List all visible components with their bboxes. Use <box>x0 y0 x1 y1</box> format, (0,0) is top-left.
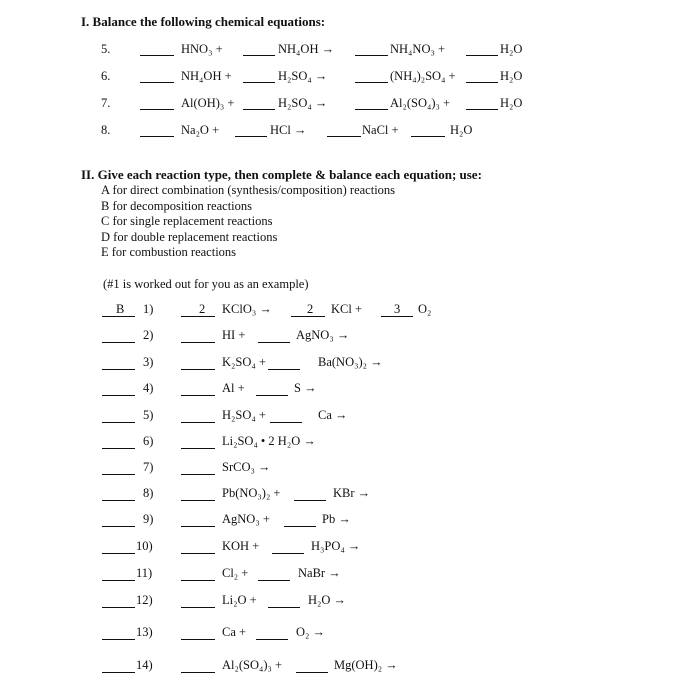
example-note: (#1 is worked out for you as an example) <box>103 277 309 291</box>
example-product1: KCl + <box>331 302 363 316</box>
coefficient-blank[interactable] <box>258 580 290 581</box>
example-coef1-blank[interactable] <box>181 316 215 317</box>
coefficient-blank[interactable] <box>140 82 174 83</box>
reactant-term: Li₂SO₄ • 2 H₂O → <box>222 434 316 448</box>
equation-number: 6. <box>101 69 111 83</box>
reaction-type-blank[interactable] <box>102 422 135 423</box>
reaction-type-blank[interactable] <box>102 526 135 527</box>
equation-number: 11) <box>136 566 153 580</box>
reactant-term: K₂SO₄ + <box>222 355 266 369</box>
example-number: 1) <box>143 302 154 316</box>
reaction-type-blank[interactable] <box>102 553 135 554</box>
equation-number: 7) <box>143 460 154 474</box>
reactant-term: SrCO₃ → <box>222 460 271 474</box>
reaction-type-blank[interactable] <box>102 500 135 501</box>
coefficient-blank[interactable] <box>243 82 275 83</box>
reaction-type-blank[interactable] <box>102 639 135 640</box>
coefficient-blank[interactable] <box>181 553 215 554</box>
chemical-term: H₂O <box>500 42 523 56</box>
example-coef3: 3 <box>394 302 401 316</box>
reactant-term: Pb → <box>322 512 351 526</box>
reactant-term: O₂ → <box>296 625 326 639</box>
example-type-answer: B <box>116 302 125 316</box>
chemical-term: H₂O <box>500 69 523 83</box>
reactant-term: Al + <box>222 381 245 395</box>
coefficient-blank[interactable] <box>181 395 215 396</box>
reaction-type-blank[interactable] <box>102 607 135 608</box>
section1-heading: I. Balance the following chemical equations: <box>81 14 326 29</box>
reaction-type-blank[interactable] <box>102 395 135 396</box>
reactant-term: S → <box>294 381 317 395</box>
chemical-term: (NH₄)₂SO₄ + <box>390 69 456 83</box>
coefficient-blank[interactable] <box>268 607 300 608</box>
reaction-type-blank[interactable] <box>102 580 135 581</box>
chemical-term: H₂SO₄ → <box>278 69 328 83</box>
coefficient-blank[interactable] <box>243 109 275 110</box>
chemical-term: NH₄OH + <box>181 69 232 83</box>
equation-number: 6) <box>143 434 154 448</box>
coefficient-blank[interactable] <box>466 82 498 83</box>
coefficient-blank[interactable] <box>272 553 304 554</box>
reactant-term: H₂SO₄ + <box>222 408 266 422</box>
equation-number: 2) <box>143 328 154 342</box>
coefficient-blank[interactable] <box>466 109 498 110</box>
reaction-type-blank[interactable] <box>102 342 135 343</box>
reactant-term: NaBr → <box>298 566 341 580</box>
coefficient-blank[interactable] <box>181 526 215 527</box>
coefficient-blank[interactable] <box>270 422 302 423</box>
reactant-term: Pb(NO₃)₂ + <box>222 486 281 500</box>
equation-number: 8. <box>101 123 111 137</box>
reactant-term: HI + <box>222 328 246 342</box>
coefficient-blank[interactable] <box>181 580 215 581</box>
reactant-term: Ca → <box>318 408 348 422</box>
coefficient-blank[interactable] <box>181 422 215 423</box>
legend-item: C for single replacement reactions <box>101 214 273 228</box>
reactant-term: KBr → <box>333 486 371 500</box>
reactant-term: Ba(NO₃)₂ → <box>318 355 383 369</box>
coefficient-blank[interactable] <box>256 639 288 640</box>
chemical-term: H₂O <box>450 123 473 137</box>
reaction-type-blank[interactable] <box>102 672 135 673</box>
coefficient-blank[interactable] <box>181 448 215 449</box>
equation-number: 5) <box>143 408 154 422</box>
coefficient-blank[interactable] <box>258 342 290 343</box>
chemical-term: H₂SO₄ → <box>278 96 328 110</box>
coefficient-blank[interactable] <box>181 342 215 343</box>
coefficient-blank[interactable] <box>256 395 288 396</box>
chemical-term: Al(OH)₃ + <box>181 96 235 110</box>
coefficient-blank[interactable] <box>466 55 498 56</box>
coefficient-blank[interactable] <box>181 672 215 673</box>
chemical-term: NH₄OH → <box>278 42 335 56</box>
legend-item: D for double replacement reactions <box>101 229 278 244</box>
equation-number: 8) <box>143 486 154 500</box>
coefficient-blank[interactable] <box>181 474 215 475</box>
chemical-term: NH₄NO₃ + <box>390 42 445 56</box>
reactant-term: AgNO₃ + <box>222 512 270 526</box>
coefficient-blank[interactable] <box>181 639 215 640</box>
reactant-term: Cl₂ + <box>222 566 249 580</box>
reactant-term: Mg(OH)₂ → <box>334 658 398 672</box>
coefficient-blank[interactable] <box>243 55 275 56</box>
equation-number: 9) <box>143 512 154 526</box>
coefficient-blank[interactable] <box>296 672 328 673</box>
coefficient-blank[interactable] <box>140 55 174 56</box>
chemical-term: Na₂O + <box>181 123 220 137</box>
legend-item: A for direct combination (synthesis/composition) reactions <box>101 183 396 197</box>
coefficient-blank[interactable] <box>355 55 388 56</box>
reactant-term: Ca + <box>222 625 247 639</box>
equation-number: 4) <box>143 381 154 395</box>
coefficient-blank[interactable] <box>294 500 326 501</box>
coefficient-blank[interactable] <box>235 136 267 137</box>
legend-item: B for decomposition reactions <box>101 198 253 213</box>
coefficient-blank[interactable] <box>284 526 316 527</box>
coefficient-blank[interactable] <box>181 607 215 608</box>
equation-number: 10) <box>136 539 153 553</box>
reaction-type-blank[interactable] <box>102 369 135 370</box>
coefficient-blank[interactable] <box>268 369 300 370</box>
chemical-term: HNO₃ + <box>181 42 223 56</box>
legend-item: E for combustion reactions <box>101 245 237 259</box>
reactant-term: Al₂(SO₄)₃ + <box>222 658 283 672</box>
example-type-blank[interactable] <box>102 316 135 317</box>
equation-number: 5. <box>101 42 111 56</box>
example-reactant: KClO₃ → <box>222 302 272 316</box>
example-coef3-blank[interactable] <box>381 316 413 317</box>
reactant-term: H₃PO₄ → <box>311 539 361 553</box>
chemical-term: Al₂(SO₄)₃ + <box>390 96 451 110</box>
equation-number: 7. <box>101 96 111 110</box>
equation-number: 14) <box>136 658 153 672</box>
reaction-type-blank[interactable] <box>102 448 135 449</box>
example-coef2-blank[interactable] <box>291 316 325 317</box>
example-product2: O₂ <box>418 302 432 316</box>
reaction-type-blank[interactable] <box>102 474 135 475</box>
coefficient-blank[interactable] <box>327 136 361 137</box>
reactant-term: AgNO₃ → <box>296 328 350 342</box>
equation-number: 3) <box>143 355 154 369</box>
reactant-term: Li₂O + <box>222 593 257 607</box>
chemical-term: H₂O <box>500 96 523 110</box>
reactant-term: H₂O → <box>308 593 347 607</box>
coefficient-blank[interactable] <box>140 109 174 110</box>
coefficient-blank[interactable] <box>140 136 174 137</box>
example-coef2: 2 <box>307 302 314 316</box>
coefficient-blank[interactable] <box>181 500 215 501</box>
chemical-term: NaCl + <box>362 123 399 137</box>
coefficient-blank[interactable] <box>411 136 445 137</box>
coefficient-blank[interactable] <box>355 82 388 83</box>
equation-number: 13) <box>136 625 153 639</box>
reactant-term: KOH + <box>222 539 260 553</box>
example-coef1: 2 <box>199 302 206 316</box>
coefficient-blank[interactable] <box>355 109 388 110</box>
section2-heading: II. Give each reaction type, then complete & balance each equation; use: <box>81 167 482 182</box>
coefficient-blank[interactable] <box>181 369 215 370</box>
equation-number: 12) <box>136 593 153 607</box>
chemical-term: HCl → <box>270 123 307 137</box>
